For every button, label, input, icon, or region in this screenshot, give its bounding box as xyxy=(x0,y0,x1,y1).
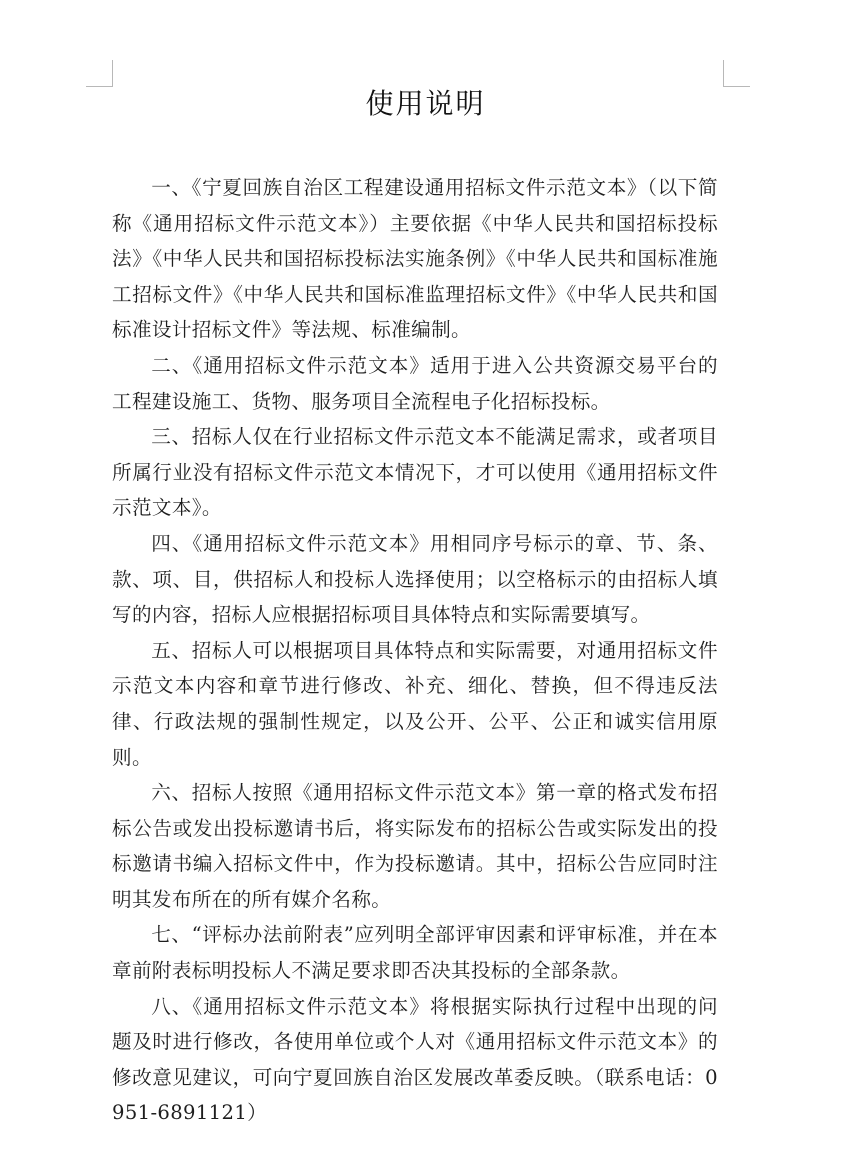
paragraph-2: 二、《通用招标文件示范文本》适用于进入公共资源交易平台的工程建设施工、货物、服务项目全流程电子化招标投标。 xyxy=(112,353,718,413)
margin-corner-mark-right xyxy=(723,60,750,87)
paragraph-3: 三、招标人仅在行业招标文件示范文本不能满足需求，或者项目所属行业没有招标文件示范文本情况下，才可以使用《通用招标文件示范文本》。 xyxy=(112,425,718,520)
document-body xyxy=(112,170,718,1131)
margin-corner-mark-left xyxy=(86,60,113,87)
paragraph-7: 七、“评标办法前附表”应列明全部评审因素和评审标准，并在本章前附表标明投标人不满足要求即否决其投标的全部条款。 xyxy=(112,923,718,983)
paragraph-6: 六、招标人按照《通用招标文件示范文本》第一章的格式发布招标公告或发出投标邀请书后，将实际发布的招标公告或实际发出的投标邀请书编入招标文件中，作为投标邀请。其中，招标公告应同时注明其发布所在的所有媒介名称。 xyxy=(112,781,718,911)
paragraph-5: 五、招标人可以根据项目具体特点和实际需要，对通用招标文件示范文本内容和章节进行修改、补充、细化、替换，但不得违反法律、行政法规的强制性规定，以及公开、公平、公正和诚实信用原则。 xyxy=(112,638,718,769)
paragraph-1: 一、《宁夏回族自治区工程建设通用招标文件示范文本》（以下简称《通用招标文件示范文本》）主要依据《中华人民共和国招标投标法》《中华人民共和国招标投标法实施条例》《中华人民共和国标准施工招标文件》《中华人民共和国标准监理招标文件》《中华人民共和国标准设计招标文件》等法规、标准编制。 xyxy=(112,176,718,342)
paragraph-4: 四、《通用招标文件示范文本》用相同序号标示的章、节、条、款、项、目，供招标人和投标人选择使用；以空格标示的由招标人填写的内容，招标人应根据招标项目具体特点和实际需要填写。 xyxy=(112,531,718,627)
paragraph-8: 八、《通用招标文件示范文本》将根据实际执行过程中出现的问题及时进行修改，各使用单位或个人对《通用招标文件示范文本》的修改意见建议，可向宁夏回族自治区发展改革委反映。（联系电话：0951-6891121） xyxy=(112,994,718,1125)
document-title: 使用说明 xyxy=(365,87,486,120)
